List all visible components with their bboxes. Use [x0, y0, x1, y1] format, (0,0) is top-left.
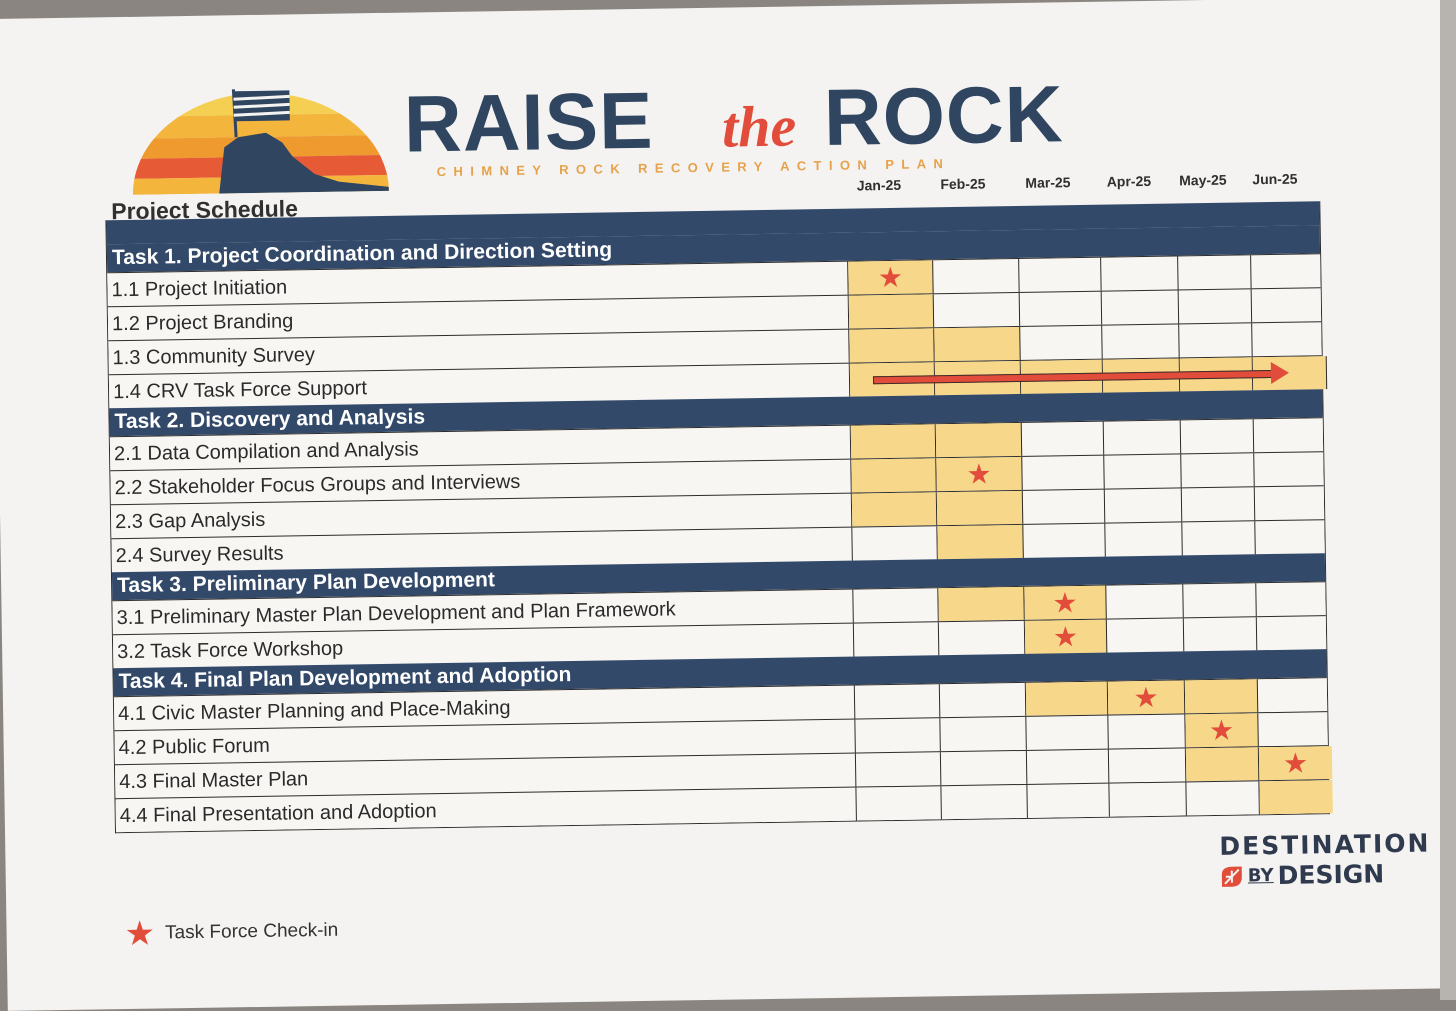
month-cell — [938, 587, 1025, 621]
star-icon: ★ — [1052, 620, 1079, 652]
schedule-table — [105, 201, 1329, 833]
month-cell — [849, 328, 935, 362]
subtask-label: 2.1 Data Compilation and Analysis — [110, 426, 851, 471]
month-cell — [1024, 586, 1107, 620]
month-cell — [1107, 618, 1185, 652]
month-cell — [1022, 422, 1105, 456]
star-icon: ★ — [1052, 586, 1078, 618]
subtask-label: 4.3 Final Master Plan — [115, 754, 856, 799]
month-cell — [851, 424, 937, 458]
month-cell — [856, 752, 942, 786]
month-cell — [1102, 290, 1180, 324]
month-cell — [936, 457, 1023, 491]
month-cell — [1019, 258, 1102, 292]
month-cell — [1252, 322, 1326, 356]
subtask-label: 3.2 Task Force Workshop — [113, 624, 854, 669]
subtask-label: 2.2 Stakeholder Focus Groups and Interviews — [110, 460, 851, 505]
subtask-label: 1.2 Project Branding — [108, 296, 849, 341]
month-cell — [940, 683, 1027, 717]
month-cell — [1027, 750, 1110, 784]
month-cell — [1023, 524, 1106, 558]
page-edge-shadow — [1440, 0, 1456, 1000]
leaf-icon — [1220, 864, 1244, 888]
star-icon: ★ — [124, 914, 156, 954]
month-cell — [1105, 488, 1183, 522]
task-header-row: Task 2. Discovery and Analysis — [109, 389, 1322, 436]
chimney-rock-sunset-flag-icon — [131, 83, 389, 197]
month-cell — [934, 327, 1021, 361]
brand-rock: ROCK — [823, 69, 1065, 163]
month-header: Apr-25 — [1106, 172, 1152, 190]
month-cell — [941, 751, 1028, 785]
month-cell — [1257, 616, 1331, 650]
month-cell — [1186, 781, 1260, 815]
month-cell — [1026, 716, 1109, 750]
month-header: May-25 — [1179, 171, 1227, 189]
month-cell — [1255, 486, 1329, 520]
month-cell — [1101, 256, 1179, 290]
subtask-label: 1.1 Project Initiation — [107, 262, 848, 307]
month-cell — [1179, 323, 1253, 357]
month-cell — [1259, 746, 1333, 780]
month-cell — [1108, 680, 1186, 714]
subtask-label: 1.4 CRV Task Force Support — [109, 364, 850, 409]
month-cell — [1102, 324, 1180, 358]
month-cell — [1181, 419, 1255, 453]
subtask-label: 4.4 Final Presentation and Adoption — [116, 788, 857, 833]
month-cell — [1104, 420, 1182, 454]
month-cell — [1185, 713, 1259, 747]
month-cell — [1184, 617, 1258, 651]
subtask-label: 1.3 Community Survey — [108, 330, 849, 375]
month-cell — [848, 260, 934, 294]
month-cell — [1023, 490, 1106, 524]
subtask-label: 4.2 Public Forum — [114, 720, 855, 765]
task-header-row: Task 4. Final Plan Development and Adoption — [113, 649, 1326, 696]
month-cell — [933, 259, 1020, 293]
month-cell — [1256, 582, 1330, 616]
month-cell — [1186, 747, 1260, 781]
subtask-label: 4.1 Civic Master Planning and Place-Making — [114, 686, 855, 731]
arrow-head-icon — [1271, 362, 1289, 384]
subtask-label: 3.1 Preliminary Master Plan Development and Plan Framework — [112, 590, 853, 635]
month-cell — [1258, 678, 1332, 712]
month-cell — [1185, 679, 1259, 713]
month-cell — [1178, 255, 1252, 289]
month-cell — [1027, 784, 1110, 818]
month-cell — [1251, 254, 1325, 288]
month-cell — [1104, 454, 1182, 488]
month-cell — [1255, 520, 1329, 554]
subtask-label: 2.3 Gap Analysis — [111, 494, 852, 539]
month-cell — [1108, 714, 1186, 748]
page-title: Project Schedule — [111, 195, 299, 225]
logo-by: BY — [1247, 865, 1274, 887]
month-cell — [854, 622, 940, 656]
month-header: Jun-25 — [1252, 170, 1298, 188]
month-cell — [1259, 780, 1333, 814]
month-header: Jan-25 — [856, 176, 902, 194]
month-cell — [1020, 326, 1103, 360]
month-cell — [1020, 292, 1103, 326]
month-cell — [1183, 583, 1257, 617]
month-cell — [856, 786, 942, 820]
month-cell — [941, 785, 1028, 819]
month-cell — [855, 684, 941, 718]
month-cell — [852, 492, 938, 526]
month-cell — [1181, 453, 1255, 487]
month-cell — [1254, 452, 1328, 486]
brand-raise: RAISE — [403, 75, 655, 169]
month-cell — [934, 293, 1021, 327]
logo-line2: DESIGN — [1277, 859, 1385, 890]
month-cell — [1022, 456, 1105, 490]
month-cell — [937, 491, 1024, 525]
month-cell — [1105, 522, 1183, 556]
task-header-row: Task 1. Project Coordination and Direction Setting — [107, 225, 1320, 272]
month-cell — [936, 423, 1023, 457]
subtask-label: 2.4 Survey Results — [111, 528, 852, 573]
month-cell — [1252, 288, 1326, 322]
star-icon: ★ — [1133, 681, 1159, 713]
month-cell — [1254, 418, 1328, 452]
destination-by-design-logo — [1219, 829, 1431, 891]
month-header: Feb-25 — [940, 175, 986, 193]
month-header: Mar-25 — [1025, 174, 1071, 191]
month-cell — [1258, 712, 1332, 746]
month-cell — [851, 458, 937, 492]
month-cell — [937, 525, 1024, 559]
month-cell — [1109, 782, 1187, 816]
month-cell — [1179, 289, 1253, 323]
star-icon: ★ — [877, 261, 904, 293]
star-icon: ★ — [1208, 714, 1235, 746]
month-cell — [855, 718, 941, 752]
star-icon: ★ — [1282, 746, 1309, 779]
month-cell — [1106, 584, 1184, 618]
month-cell — [1109, 748, 1187, 782]
month-cell — [1025, 620, 1108, 654]
brand-the: the — [721, 93, 797, 160]
month-cell — [940, 717, 1027, 751]
month-cell — [849, 294, 935, 328]
month-cell — [852, 526, 938, 560]
legend — [124, 914, 339, 954]
month-cell — [1182, 487, 1256, 521]
star-icon: ★ — [966, 457, 992, 490]
month-cell — [939, 621, 1026, 655]
month-cell — [853, 588, 939, 622]
tagline: CHIMNEY ROCK RECOVERY ACTION PLAN — [436, 156, 951, 180]
month-cell — [1026, 682, 1109, 716]
logo-line1: DESTINATION — [1219, 828, 1431, 861]
legend-label: Task Force Check-in — [164, 919, 339, 944]
month-cell — [1182, 521, 1256, 555]
task-header-row: Task 3. Preliminary Plan Development — [112, 553, 1325, 600]
